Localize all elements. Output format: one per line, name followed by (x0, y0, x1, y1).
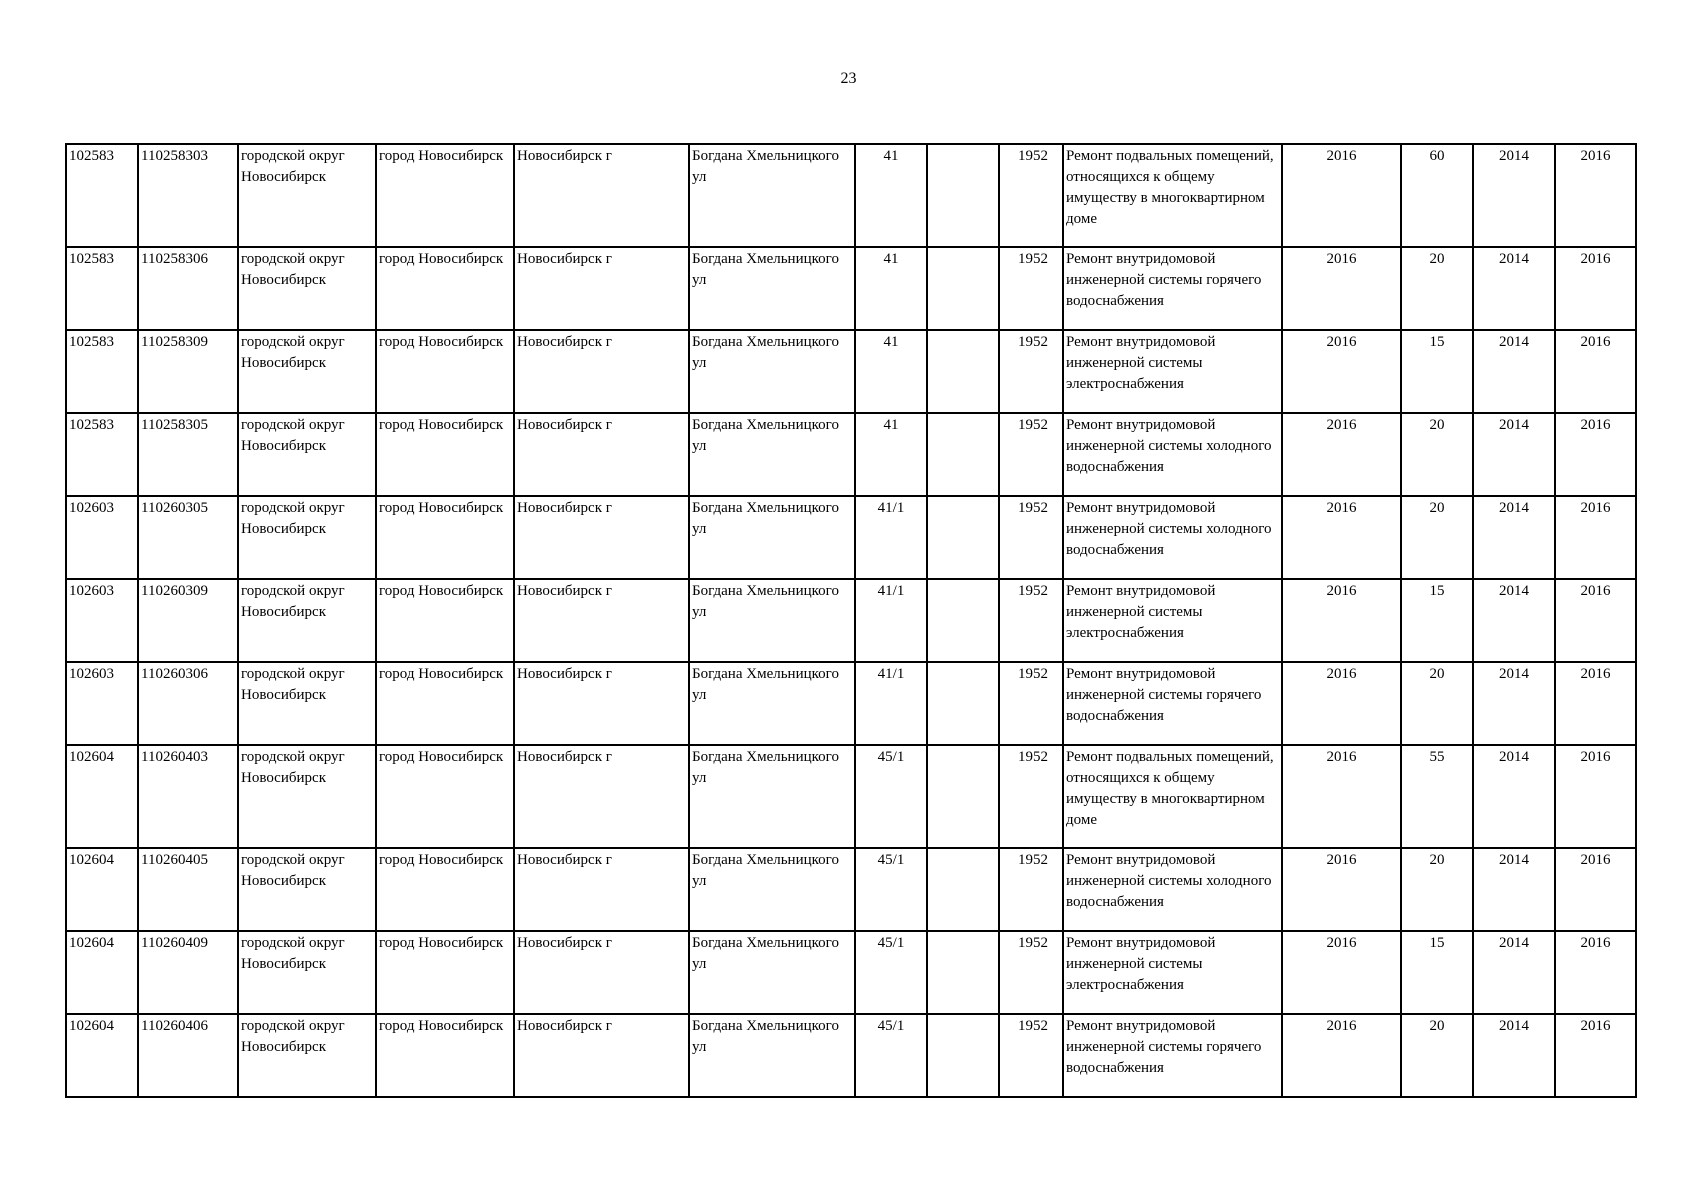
cell-district: городской округ Новосибирск (238, 579, 376, 662)
cell-building (927, 662, 999, 745)
cell-year: 1952 (999, 848, 1063, 931)
cell-house: 41/1 (855, 579, 927, 662)
cell-plan-year: 2016 (1282, 662, 1401, 745)
cell-code: 110260403 (138, 745, 238, 848)
cell-house: 45/1 (855, 1014, 927, 1097)
cell-building (927, 1014, 999, 1097)
table-row (66, 144, 1636, 247)
cell-to-year: 2016 (1555, 330, 1636, 413)
cell-to-year: 2016 (1555, 579, 1636, 662)
cell-percent: 20 (1401, 413, 1473, 496)
cell-street: Богдана Хмельницкого ул (689, 662, 855, 745)
cell-from-year: 2014 (1473, 745, 1555, 848)
table-row (66, 247, 1636, 330)
cell-percent: 20 (1401, 496, 1473, 579)
cell-from-year: 2014 (1473, 1014, 1555, 1097)
cell-code: 110258306 (138, 247, 238, 330)
cell-code: 110258303 (138, 144, 238, 247)
cell-id: 102603 (66, 579, 138, 662)
cell-code: 110260409 (138, 931, 238, 1014)
cell-locality: Новосибирск г (514, 662, 689, 745)
cell-from-year: 2014 (1473, 931, 1555, 1014)
cell-id: 102583 (66, 144, 138, 247)
cell-district: городской округ Новосибирск (238, 745, 376, 848)
cell-work-type: Ремонт внутридомовой инженерной системы горячего водоснабжения (1063, 1014, 1282, 1097)
cell-plan-year: 2016 (1282, 579, 1401, 662)
cell-locality: Новосибирск г (514, 579, 689, 662)
cell-percent: 15 (1401, 931, 1473, 1014)
cell-year: 1952 (999, 413, 1063, 496)
cell-id: 102603 (66, 496, 138, 579)
cell-code: 110260306 (138, 662, 238, 745)
cell-work-type: Ремонт внутридомовой инженерной системы горячего водоснабжения (1063, 662, 1282, 745)
cell-house: 41/1 (855, 496, 927, 579)
cell-id: 102583 (66, 413, 138, 496)
cell-id: 102583 (66, 330, 138, 413)
cell-year: 1952 (999, 1014, 1063, 1097)
cell-house: 41 (855, 247, 927, 330)
cell-work-type: Ремонт подвальных помещений, относящихся к общему имуществу в многоквартирном доме (1063, 144, 1282, 247)
cell-year: 1952 (999, 579, 1063, 662)
cell-to-year: 2016 (1555, 662, 1636, 745)
cell-percent: 55 (1401, 745, 1473, 848)
cell-from-year: 2014 (1473, 496, 1555, 579)
cell-to-year: 2016 (1555, 745, 1636, 848)
cell-building (927, 579, 999, 662)
cell-house: 45/1 (855, 848, 927, 931)
cell-district: городской округ Новосибирск (238, 330, 376, 413)
cell-settlement: город Новосибирск (376, 579, 514, 662)
table-row (66, 662, 1636, 745)
cell-work-type: Ремонт внутридомовой инженерной системы холодного водоснабжения (1063, 496, 1282, 579)
cell-plan-year: 2016 (1282, 144, 1401, 247)
cell-id: 102604 (66, 848, 138, 931)
cell-percent: 20 (1401, 662, 1473, 745)
cell-to-year: 2016 (1555, 848, 1636, 931)
cell-plan-year: 2016 (1282, 330, 1401, 413)
cell-percent: 20 (1401, 1014, 1473, 1097)
cell-settlement: город Новосибирск (376, 247, 514, 330)
cell-from-year: 2014 (1473, 413, 1555, 496)
cell-from-year: 2014 (1473, 662, 1555, 745)
cell-from-year: 2014 (1473, 848, 1555, 931)
cell-district: городской округ Новосибирск (238, 496, 376, 579)
table-row (66, 330, 1636, 413)
cell-work-type: Ремонт подвальных помещений, относящихся к общему имуществу в многоквартирном доме (1063, 745, 1282, 848)
cell-id: 102604 (66, 931, 138, 1014)
cell-percent: 15 (1401, 579, 1473, 662)
cell-plan-year: 2016 (1282, 745, 1401, 848)
cell-house: 41 (855, 330, 927, 413)
cell-percent: 20 (1401, 848, 1473, 931)
table-row (66, 413, 1636, 496)
cell-work-type: Ремонт внутридомовой инженерной системы электроснабжения (1063, 579, 1282, 662)
table-row (66, 1014, 1636, 1097)
cell-settlement: город Новосибирск (376, 931, 514, 1014)
cell-year: 1952 (999, 330, 1063, 413)
cell-district: городской округ Новосибирск (238, 1014, 376, 1097)
cell-id: 102604 (66, 745, 138, 848)
cell-id: 102603 (66, 662, 138, 745)
cell-from-year: 2014 (1473, 579, 1555, 662)
cell-from-year: 2014 (1473, 144, 1555, 247)
cell-percent: 15 (1401, 330, 1473, 413)
cell-locality: Новосибирск г (514, 745, 689, 848)
cell-year: 1952 (999, 745, 1063, 848)
cell-settlement: город Новосибирск (376, 496, 514, 579)
cell-district: городской округ Новосибирск (238, 144, 376, 247)
cell-plan-year: 2016 (1282, 496, 1401, 579)
cell-plan-year: 2016 (1282, 413, 1401, 496)
cell-settlement: город Новосибирск (376, 1014, 514, 1097)
table-body (66, 144, 1636, 1097)
cell-id: 102583 (66, 247, 138, 330)
cell-district: городской округ Новосибирск (238, 848, 376, 931)
cell-from-year: 2014 (1473, 330, 1555, 413)
cell-street: Богдана Хмельницкого ул (689, 144, 855, 247)
cell-to-year: 2016 (1555, 413, 1636, 496)
cell-district: городской округ Новосибирск (238, 413, 376, 496)
cell-district: городской округ Новосибирск (238, 931, 376, 1014)
cell-house: 41/1 (855, 662, 927, 745)
cell-district: городской округ Новосибирск (238, 247, 376, 330)
cell-street: Богдана Хмельницкого ул (689, 1014, 855, 1097)
cell-locality: Новосибирск г (514, 144, 689, 247)
cell-year: 1952 (999, 144, 1063, 247)
cell-code: 110260406 (138, 1014, 238, 1097)
cell-plan-year: 2016 (1282, 1014, 1401, 1097)
cell-plan-year: 2016 (1282, 848, 1401, 931)
cell-settlement: город Новосибирск (376, 848, 514, 931)
cell-year: 1952 (999, 247, 1063, 330)
cell-street: Богдана Хмельницкого ул (689, 745, 855, 848)
cell-settlement: город Новосибирск (376, 662, 514, 745)
cell-building (927, 931, 999, 1014)
cell-year: 1952 (999, 931, 1063, 1014)
cell-percent: 20 (1401, 247, 1473, 330)
cell-percent: 60 (1401, 144, 1473, 247)
cell-code: 110258309 (138, 330, 238, 413)
cell-work-type: Ремонт внутридомовой инженерной системы электроснабжения (1063, 330, 1282, 413)
cell-street: Богдана Хмельницкого ул (689, 579, 855, 662)
cell-locality: Новосибирск г (514, 330, 689, 413)
cell-locality: Новосибирск г (514, 1014, 689, 1097)
cell-house: 45/1 (855, 745, 927, 848)
cell-from-year: 2014 (1473, 247, 1555, 330)
table-row (66, 745, 1636, 848)
cell-code: 110260405 (138, 848, 238, 931)
cell-plan-year: 2016 (1282, 247, 1401, 330)
cell-work-type: Ремонт внутридомовой инженерной системы горячего водоснабжения (1063, 247, 1282, 330)
cell-street: Богдана Хмельницкого ул (689, 931, 855, 1014)
cell-building (927, 745, 999, 848)
page-number: 23 (840, 70, 857, 87)
cell-settlement: город Новосибирск (376, 330, 514, 413)
cell-locality: Новосибирск г (514, 848, 689, 931)
cell-code: 110260305 (138, 496, 238, 579)
cell-district: городской округ Новосибирск (238, 662, 376, 745)
repair-schedule-table (65, 143, 1637, 1098)
cell-street: Богдана Хмельницкого ул (689, 848, 855, 931)
cell-to-year: 2016 (1555, 931, 1636, 1014)
cell-house: 41 (855, 413, 927, 496)
cell-code: 110260309 (138, 579, 238, 662)
cell-locality: Новосибирск г (514, 247, 689, 330)
cell-id: 102604 (66, 1014, 138, 1097)
cell-settlement: город Новосибирск (376, 745, 514, 848)
cell-building (927, 330, 999, 413)
cell-to-year: 2016 (1555, 144, 1636, 247)
cell-year: 1952 (999, 496, 1063, 579)
cell-building (927, 247, 999, 330)
cell-settlement: город Новосибирск (376, 413, 514, 496)
cell-to-year: 2016 (1555, 247, 1636, 330)
cell-work-type: Ремонт внутридомовой инженерной системы электроснабжения (1063, 931, 1282, 1014)
table-row (66, 931, 1636, 1014)
cell-settlement: город Новосибирск (376, 144, 514, 247)
cell-building (927, 496, 999, 579)
cell-work-type: Ремонт внутридомовой инженерной системы холодного водоснабжения (1063, 413, 1282, 496)
cell-building (927, 848, 999, 931)
cell-locality: Новосибирск г (514, 496, 689, 579)
cell-plan-year: 2016 (1282, 931, 1401, 1014)
cell-building (927, 413, 999, 496)
table-row (66, 579, 1636, 662)
cell-code: 110258305 (138, 413, 238, 496)
cell-to-year: 2016 (1555, 496, 1636, 579)
cell-street: Богдана Хмельницкого ул (689, 496, 855, 579)
table-row (66, 496, 1636, 579)
cell-street: Богдана Хмельницкого ул (689, 413, 855, 496)
cell-street: Богдана Хмельницкого ул (689, 247, 855, 330)
cell-street: Богдана Хмельницкого ул (689, 330, 855, 413)
cell-house: 45/1 (855, 931, 927, 1014)
cell-house: 41 (855, 144, 927, 247)
cell-year: 1952 (999, 662, 1063, 745)
cell-locality: Новосибирск г (514, 931, 689, 1014)
cell-to-year: 2016 (1555, 1014, 1636, 1097)
cell-work-type: Ремонт внутридомовой инженерной системы холодного водоснабжения (1063, 848, 1282, 931)
table-row (66, 848, 1636, 931)
cell-locality: Новосибирск г (514, 413, 689, 496)
cell-building (927, 144, 999, 247)
